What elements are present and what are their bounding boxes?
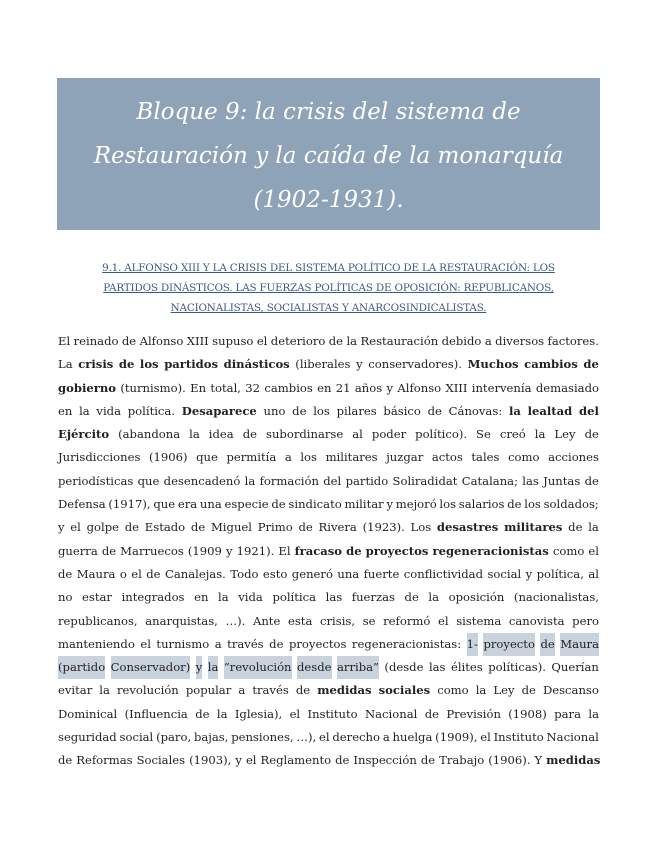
body-word: Instituto (493, 730, 544, 745)
body-word: Inspección (353, 753, 417, 768)
body-word: estar (82, 590, 112, 605)
title-banner (57, 78, 600, 230)
body-word: de (58, 566, 73, 581)
body-word: total, (210, 380, 241, 395)
body-word: una (199, 497, 222, 512)
body-word: medidas (546, 753, 601, 768)
body-word: El (58, 334, 71, 348)
body-word: Marruecos (120, 543, 184, 558)
body-word: Nacional (365, 706, 418, 721)
body-word: revolución (116, 683, 179, 698)
body-word: juzgar (386, 450, 424, 465)
body-line (58, 656, 599, 679)
body-paragraph (58, 330, 599, 773)
body-word: de (146, 566, 161, 581)
body-word: generó (291, 566, 333, 581)
body-word: soldados; (543, 497, 599, 512)
body-word: o (119, 566, 127, 581)
body-word: (liberales (295, 357, 351, 372)
body-word: la (475, 683, 487, 698)
body-word: Alfonso (397, 380, 442, 395)
body-word: (1906). (488, 753, 531, 768)
body-word: (1909 (187, 543, 222, 558)
body-word: Se (476, 427, 491, 442)
body-word: XIII (186, 334, 209, 348)
body-word: de (584, 427, 599, 442)
body-word: (1909), (435, 730, 478, 745)
body-word: Soliradidat (392, 473, 458, 488)
body-word: fracaso (294, 543, 343, 558)
body-word: de (427, 403, 442, 418)
body-word: gobierno (58, 380, 116, 395)
body-word: proyecto (483, 633, 535, 656)
title-line-1: Bloque 9: la crisis del sistema de (136, 99, 521, 125)
body-word: partidos (164, 357, 219, 372)
body-word: élites (450, 660, 483, 675)
body-word: El (278, 543, 291, 558)
body-word: del (579, 403, 599, 418)
body-line (58, 726, 599, 749)
body-word: reformó (383, 613, 431, 628)
body-word: de (292, 403, 307, 418)
body-word: en (317, 380, 332, 395)
body-word: derecho (332, 730, 381, 745)
body-word: sociales (378, 683, 431, 698)
section-heading (60, 258, 597, 318)
body-word: acciones (548, 450, 599, 465)
body-word: esto (262, 566, 288, 581)
body-word: el (437, 613, 449, 628)
body-word: social (119, 730, 154, 745)
body-word: de (295, 683, 311, 698)
body-word: Defensa (58, 497, 106, 512)
body-line (58, 353, 599, 376)
body-word: permitía (226, 450, 277, 465)
body-word: 32 (245, 380, 261, 395)
body-word: el (140, 636, 151, 651)
body-word: diversos (495, 334, 545, 348)
body-word: los (439, 497, 457, 512)
body-line (58, 493, 599, 516)
body-word: que (153, 497, 176, 512)
body-word: el (319, 730, 330, 745)
body-word: La (58, 357, 73, 372)
body-word: actos (431, 450, 463, 465)
body-word: desde (297, 656, 332, 679)
body-word: las (522, 473, 539, 488)
body-word: evitar (58, 683, 93, 698)
body-word: para (554, 706, 581, 721)
body-word: fuerzas (351, 590, 395, 605)
body-word: básico (383, 403, 421, 418)
body-word: de (521, 683, 536, 698)
body-word: Ley (493, 683, 515, 698)
body-word: desencadenó (163, 473, 241, 488)
body-word: idea (208, 427, 234, 442)
body-word: través (252, 683, 289, 698)
body-word: regeneracionistas (432, 543, 549, 558)
body-word: Reglamento (260, 753, 332, 768)
body-word: Instituto (307, 706, 358, 721)
body-word: de (424, 706, 439, 721)
body-word: Desaparece (181, 403, 257, 418)
body-word: …), (296, 730, 317, 745)
body-word: en (194, 590, 209, 605)
body-line (58, 540, 599, 563)
body-word: (desde (384, 660, 424, 675)
body-word: tales (471, 450, 500, 465)
body-word: militares (325, 450, 378, 465)
body-line (58, 679, 599, 702)
body-word: como (508, 450, 540, 465)
body-word: militar (344, 497, 384, 512)
body-word: esta (287, 613, 313, 628)
body-word: Querían (551, 660, 599, 675)
body-word: (1906) (148, 450, 188, 465)
body-word: militares (504, 520, 563, 535)
body-word: dinásticos (223, 357, 290, 372)
body-word: Catalana; (461, 473, 518, 488)
body-word: de (195, 706, 210, 721)
body-word: intervenía (471, 380, 532, 395)
body-word: la (588, 706, 599, 721)
body-word: (abandona (118, 427, 181, 442)
body-word: política (272, 590, 317, 605)
body-word: Sociales (136, 753, 186, 768)
body-word: y (356, 357, 363, 372)
body-word: conflictividad (403, 566, 484, 581)
body-word: factores. (547, 334, 599, 348)
body-word: mejoró (395, 497, 437, 512)
body-word: regeneracionistas: (351, 636, 462, 651)
body-word: y (386, 497, 393, 512)
body-word: En (190, 380, 207, 395)
body-word: Canalejas. (164, 566, 226, 581)
body-word: partido (345, 473, 389, 488)
section-heading-line-3: NACIONALISTAS, SOCIALISTAS Y ANARCOSINDICALISTAS. (170, 302, 487, 314)
body-line (58, 703, 599, 726)
body-word: (1903), (189, 753, 232, 768)
body-word: se (362, 613, 376, 628)
body-word: través (227, 636, 264, 651)
body-word: a (484, 334, 492, 348)
body-word: 21 (335, 380, 351, 395)
body-line (58, 749, 599, 772)
body-word: la (99, 683, 110, 698)
body-word: al (352, 427, 363, 442)
body-word: seguridad (58, 730, 117, 745)
body-word: Previsión (446, 706, 501, 721)
body-line (58, 586, 599, 609)
body-word: y (235, 753, 242, 768)
body-word: el (256, 334, 268, 348)
body-word: pero (572, 613, 599, 628)
body-word: Y (534, 753, 543, 768)
body-word: oposición (448, 590, 505, 605)
body-word: de (568, 520, 583, 535)
body-word: la (244, 473, 256, 488)
body-word: de (584, 473, 599, 488)
body-word: y (58, 520, 65, 535)
body-word: Reformas (76, 753, 133, 768)
body-line (58, 610, 599, 633)
body-line (58, 330, 599, 353)
body-line (58, 400, 599, 423)
body-word: integrados (121, 590, 185, 605)
body-word: de (101, 543, 117, 558)
body-word: años (354, 380, 383, 395)
body-word: en (58, 403, 73, 418)
body-word: (paro, (156, 730, 192, 745)
body-line (58, 470, 599, 493)
body-word: la (508, 403, 521, 418)
body-word: vida (96, 403, 122, 418)
body-word: social (487, 566, 522, 581)
body-word: Restauración (360, 334, 439, 348)
body-word: formación (259, 473, 319, 488)
section-heading-line-2: PARTIDOS DINÁSTICOS. LAS FUERZAS POLÍTICAS DE OPOSICIÓN: REPUBLICANOS, (103, 282, 554, 294)
body-word: cambios (524, 357, 578, 372)
body-word: sistema (456, 613, 502, 628)
body-word: de (420, 753, 436, 768)
body-word: al (588, 566, 599, 581)
body-word: huelga (392, 730, 433, 745)
body-word: Jurisdicciones (58, 450, 141, 465)
body-word: conservadores). (368, 357, 462, 372)
body-word: bajas, (193, 730, 229, 745)
body-word: la (534, 427, 546, 442)
body-word: y (196, 656, 203, 679)
body-word: de (298, 520, 313, 535)
body-word: deterioro (270, 334, 326, 348)
body-word: popular (185, 683, 232, 698)
body-word: de (335, 753, 350, 768)
body-word: subordinarse (266, 427, 344, 442)
body-word: periodísticas (58, 473, 134, 488)
body-word: Conservador) (111, 656, 191, 679)
body-word: los (139, 357, 159, 372)
body-word: Ejército (58, 427, 110, 442)
body-word: especie (224, 497, 269, 512)
body-word: republicanos, (58, 613, 138, 628)
body-word: Dominical (58, 706, 118, 721)
body-word: de (540, 633, 554, 656)
body-word: y (525, 566, 533, 581)
body-word: no (58, 590, 73, 605)
body-word: de (118, 357, 135, 372)
body-word: Nacional (546, 730, 599, 745)
body-word: Todo (230, 566, 259, 581)
body-word: era (177, 497, 198, 512)
body-word: a (284, 450, 292, 465)
body-word: turnismo (156, 636, 210, 651)
body-word: de (269, 636, 284, 651)
body-word: canovista (508, 613, 565, 628)
body-word: de (346, 543, 362, 558)
body-line (58, 423, 599, 446)
body-word: la (428, 590, 440, 605)
body-word: de (242, 427, 257, 442)
body-word: debido (441, 334, 482, 348)
body-word: anarquistas, (145, 613, 218, 628)
body-word: Primo (257, 520, 293, 535)
body-word: el (480, 730, 491, 745)
body-word: desastres (436, 520, 499, 535)
body-word: proyectos (365, 543, 429, 558)
body-word: la (216, 706, 228, 721)
body-word: proyectos (288, 636, 347, 651)
body-word: de (271, 497, 286, 512)
body-word: (turnismo). (120, 380, 186, 395)
body-word: Alfonso (139, 334, 184, 348)
body-word: a (238, 683, 246, 698)
body-word: uno (263, 403, 286, 418)
body-word: Muchos (467, 357, 519, 372)
body-word: a (382, 730, 390, 745)
body-word: “revolución (224, 656, 292, 679)
body-word: arriba” (337, 656, 379, 679)
body-word: guerra (58, 543, 98, 558)
body-word: del (323, 473, 342, 488)
body-word: (1923). (362, 520, 405, 535)
body-word: el (245, 753, 257, 768)
body-word: una (337, 566, 360, 581)
body-word: de (190, 520, 206, 535)
body-word: creó (499, 427, 526, 442)
body-word: Juntas (543, 473, 581, 488)
body-word: Cánovas: (448, 403, 503, 418)
body-word: salarios (458, 497, 505, 512)
body-word: (nacionalistas, (513, 590, 599, 605)
body-word: medidas (317, 683, 372, 698)
body-word: Maura (560, 633, 599, 656)
body-word: la (79, 403, 90, 418)
body-line (58, 377, 599, 400)
body-word: demasiado (535, 380, 599, 395)
body-word: Trabajo (439, 753, 485, 768)
body-line (58, 446, 599, 469)
body-word: política. (127, 403, 176, 418)
body-word: Descanso (542, 683, 599, 698)
body-word: 1921). (236, 543, 275, 558)
body-word: XIII (445, 380, 468, 395)
body-word: crisis (78, 357, 114, 372)
body-word: Rivera (318, 520, 357, 535)
body-word: de (328, 334, 344, 348)
body-line (58, 563, 599, 586)
body-word: que (137, 473, 160, 488)
body-word: poder (371, 427, 407, 442)
body-word: el (588, 543, 599, 558)
body-word: (1917), (108, 497, 151, 512)
body-word: reinado (73, 334, 119, 348)
body-word: las (325, 590, 343, 605)
body-word: la (346, 334, 358, 348)
title-line-3: (1902-1931). (253, 187, 404, 213)
body-word: de (507, 497, 522, 512)
body-word: de (121, 334, 137, 348)
body-word: de (124, 520, 140, 535)
body-line (58, 516, 599, 539)
body-word: cambios (264, 380, 313, 395)
body-word: de (58, 753, 73, 768)
body-word: la (208, 656, 219, 679)
body-word: (Influencia (124, 706, 188, 721)
body-word: supuso (212, 334, 254, 348)
body-word: a (214, 636, 222, 651)
body-word: golpe (86, 520, 120, 535)
body-word: la (588, 520, 599, 535)
body-word: la (218, 590, 229, 605)
body-word: la (189, 427, 200, 442)
body-word: pensiones, (231, 730, 294, 745)
body-word: lealtad (527, 403, 573, 418)
body-word: como (552, 543, 585, 558)
body-word: Estado (144, 520, 186, 535)
body-word: los (524, 497, 541, 512)
body-word: Iglesia), (234, 706, 283, 721)
body-word: manteniendo (58, 636, 135, 651)
body-word: como (437, 683, 469, 698)
body-word: el (70, 520, 81, 535)
section-heading-line-1: 9.1. ALFONSO XIII Y LA CRISIS DEL SISTEMA POLÍTICO DE LA RESTAURACIÓN: LOS (102, 262, 555, 274)
body-word: políticas). (488, 660, 546, 675)
body-line (58, 633, 599, 656)
body-word: y (386, 380, 394, 395)
body-word: Ante (252, 613, 281, 628)
body-word: fuerte (363, 566, 400, 581)
title-line-2: Restauración y la caída de la monarquía (93, 143, 564, 169)
body-word: político). (415, 427, 468, 442)
body-word: (1908) (508, 706, 547, 721)
body-word: las (428, 660, 446, 675)
body-word: el (131, 566, 142, 581)
body-word: Maura (76, 566, 116, 581)
body-word: y (225, 543, 233, 558)
body-word: que (196, 450, 218, 465)
body-word: Los (410, 520, 432, 535)
body-word: Miguel (210, 520, 252, 535)
body-word: el (289, 706, 301, 721)
body-word: de (583, 357, 599, 372)
body-word: 1- (467, 633, 478, 656)
body-word: Ley (554, 427, 576, 442)
body-word: crisis, (320, 613, 356, 628)
body-word: los (300, 450, 317, 465)
body-word: de (404, 590, 419, 605)
body-word: vida (238, 590, 263, 605)
body-word: sindicato (288, 497, 342, 512)
body-word: política, (536, 566, 584, 581)
body-word: …). (225, 613, 246, 628)
body-word: los (313, 403, 330, 418)
body-word: (partido (58, 656, 105, 679)
body-word: pilares (336, 403, 377, 418)
